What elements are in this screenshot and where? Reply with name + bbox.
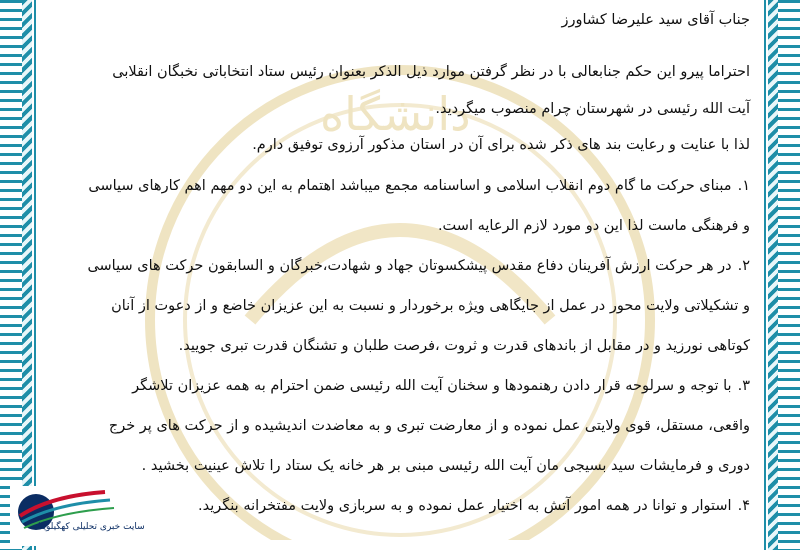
watermark-text: دانشگاه: [320, 87, 471, 141]
list-item-1: [50, 166, 750, 246]
item-text: و فرهنگی ماست لذا این دو مورد لازم الرعایه است.: [437, 218, 750, 234]
list-item-3: [50, 366, 750, 486]
item-text: با توجه و سرلوحه قرار دادن رهنمودها و سخنان آیت الله رئیسی ضمن احترام به همه عزیزان تلاشگر: [132, 378, 732, 394]
logo-caption: سایت خبری تحلیلی کهگیلوینا: [38, 522, 145, 532]
decorative-border-left: [0, 0, 30, 550]
item-text: دوری و فرمایشات سید بسیجی مان آیت الله رئیسی مبنی بر هر خانه یک ستاد را تلاش عینیت بخشید .: [141, 458, 750, 474]
item-text: در هر حرکت ارزش آفرینان دفاع مقدس پیشکسوتان جهاد و شهادت،خبرگان و السابقون حرکت های سیاسی: [87, 258, 732, 274]
list-item-4: [50, 486, 750, 526]
decorative-border-right: [770, 0, 800, 550]
salutation: جناب آقای سید علیرضا کشاورز: [561, 12, 750, 28]
item-text: واقعی، مستقل، قوی ولایتی عمل نموده و از معارضت تبری و به معاضدت اندیشیده و از حرکت های پر خرج: [108, 418, 750, 434]
news-site-logo: [10, 486, 145, 546]
item-text: استوار و توانا در همه امور آتش به اختیار عمل نموده و به سربازی ولایت مفتخرانه بنگرید.: [198, 498, 732, 514]
item-number: ۳.: [737, 378, 750, 394]
intro-line-2: آیت الله رئیسی در شهرستان چرام منصوب میگردید.: [435, 101, 750, 117]
logo-emblem-icon: [10, 486, 120, 546]
letter-body: [50, 8, 750, 550]
closing-line: لذا با عنایت و رعایت بند های ذکر شده برای آن در استان مذکور آرزوی توفیق دارم.: [252, 137, 750, 153]
list-item-2: [50, 246, 750, 366]
item-text: مبنای حرکت ما گام دوم انقلاب اسلامی و اساسنامه مجمع میباشد اهتمام به این دو مهم اهم کارهای سیاسی: [88, 178, 732, 194]
item-text: و تشکیلاتی ولایت محور در عمل از جایگاهی ویژه برخوردار و نسبت به این عزیزان خاضع و از دعوت از آنان: [111, 298, 750, 314]
item-text: کوتاهی نورزید و در مقابل از باندهای قدرت و ثروت ،فرصت طلبان و تشنگان قدرت تبری جویید.: [178, 338, 750, 354]
item-number: ۱.: [737, 178, 750, 194]
item-number: ۲.: [737, 258, 750, 274]
intro-line-1: احتراما پیرو این حکم جنابعالی با در نظر گرفتن موارد ذیل الذکر بعنوان رئیس ستاد انتخاباتی نخبگان انقلابی: [112, 64, 750, 80]
item-number: ۴.: [737, 498, 750, 514]
